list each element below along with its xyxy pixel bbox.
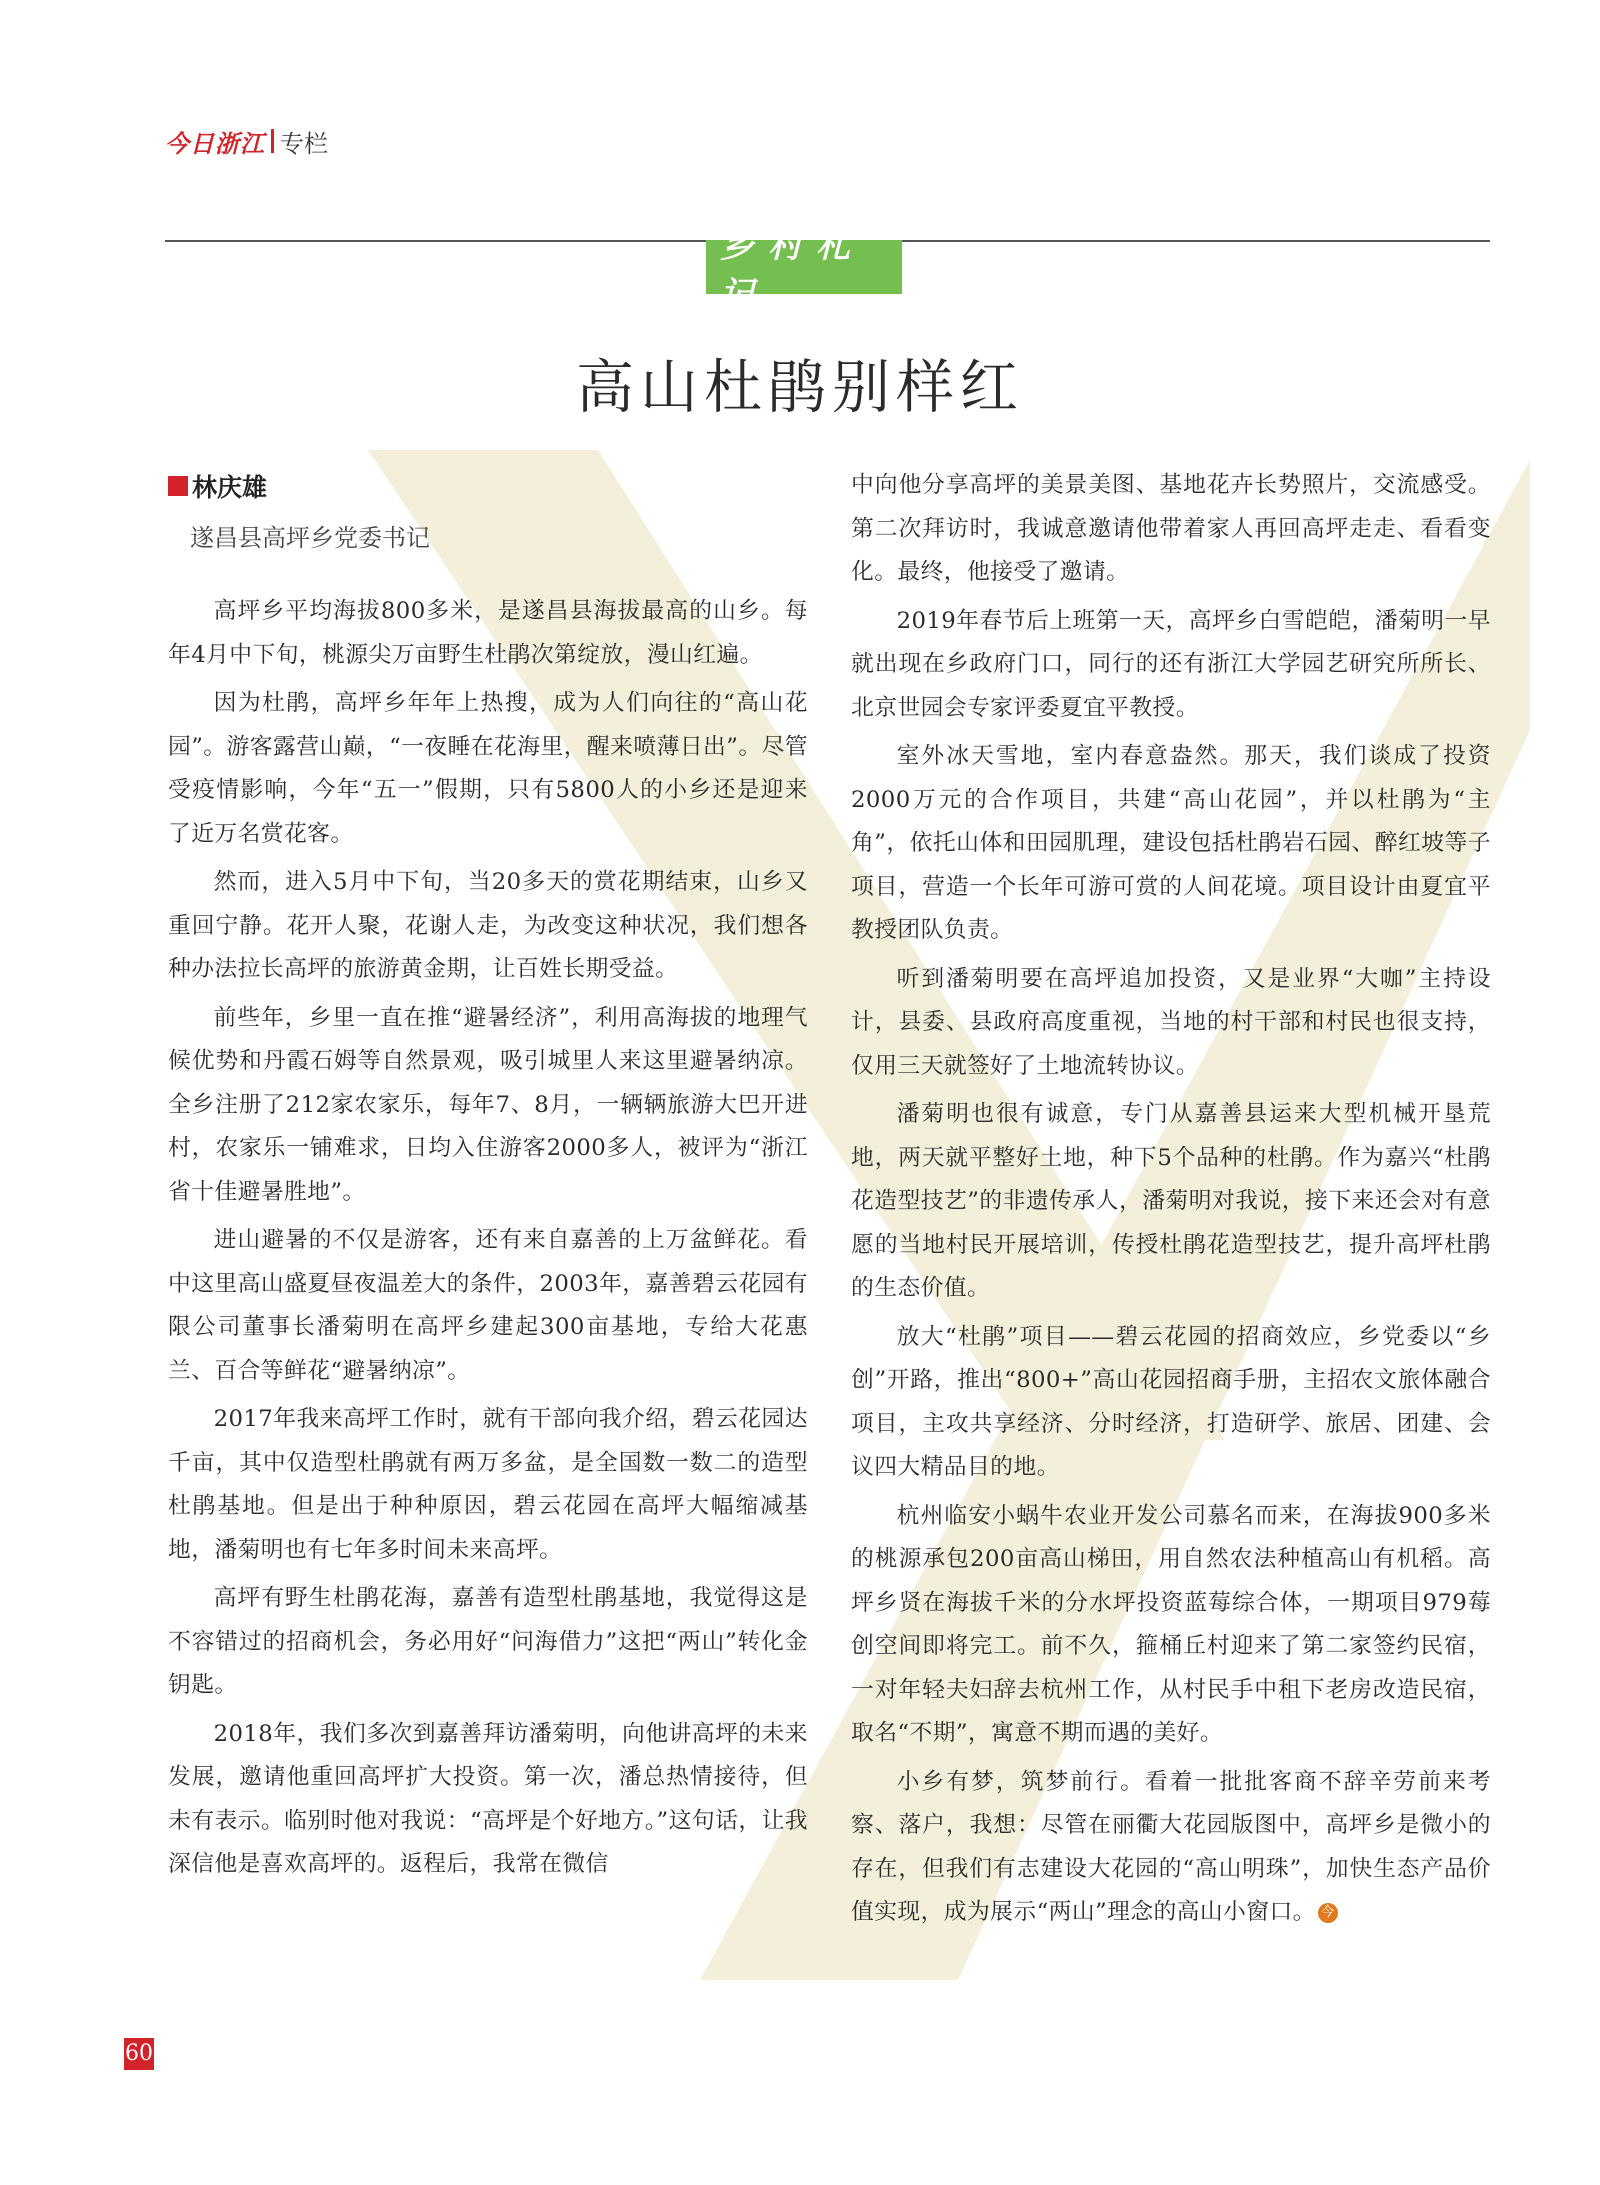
end-mark-icon: 今 — [1318, 1903, 1338, 1923]
paragraph: 高坪有野生杜鹃花海，嘉善有造型杜鹃基地，我觉得这是不容错过的招商机会，务必用好“问海借力”这把“两山”转化金钥匙。 — [168, 1585, 808, 1698]
paragraph: 2018年，我们多次到嘉善拜访潘菊明，向他讲高坪的未来发展，邀请他重回高坪扩大投资。第一次，潘总热情接待，但未有表示。临别时他对我说：“高坪是个好地方。”这句话，让我深信他是喜欢高坪的。返程后，我常在微信 — [168, 1720, 808, 1877]
paragraph: 放大“杜鹃”项目——碧云花园的招商效应，乡党委以“乡创”开路，推出“800+”高山花园招商手册，主招农文旅体融合项目，主攻共享经济、分时经济，打造研学、旅居、团建、会议四大精品目的地。 — [851, 1323, 1491, 1480]
section-label: 专栏 — [280, 129, 328, 158]
author-marker — [168, 476, 188, 496]
page-number: 60 — [124, 2038, 154, 2070]
masthead — [165, 124, 328, 158]
paragraph-final-text: 小乡有梦，筑梦前行。看着一批批客商不辞辛劳前来考察、落户，我想：尽管在丽衢大花园版图中，高坪乡是微小的存在，但我们有志建设大花园的“高山明珠”，加快生态产品价值实现，成为展示“两山”理念的高山小窗口。 — [851, 1768, 1491, 1925]
paragraph: 室外冰天雪地，室内春意盎然。那天，我们谈成了投资2000万元的合作项目，共建“高山花园”，并以杜鹃为“主角”，依托山体和田园肌理，建设包括杜鹃岩石园、醉红坡等子项目，营造一个长年可游可赏的人间花境。项目设计由夏宜平教授团队负责。 — [851, 743, 1491, 943]
paragraph-final — [851, 1761, 1491, 1935]
paragraph: 然而，进入5月中下旬，当20多天的赏花期结束，山乡又重回宁静。花开人聚，花谢人走，为改变这种状况，我们想各种办法拉长高坪的旅游黄金期，让百姓长期受益。 — [168, 869, 808, 982]
paragraph: 杭州临安小蜗牛农业开发公司慕名而来，在海拔900多米的桃源承包200亩高山梯田，用自然农法种植高山有机稻。高坪乡贤在海拔千米的分水坪投资蓝莓综合体，一期项目979莓创空间即将完工。前不久，箍桶丘村迎来了第二家签约民宿，一对年轻夫妇辞去杭州工作，从村民手中租下老房改造民宿，取名“不期”，寓意不期而遇的美好。 — [851, 1502, 1491, 1746]
column-right — [851, 464, 1491, 1940]
paragraph: 因为杜鹃，高坪乡年年上热搜，成为人们向往的“高山花园”。游客露营山巅，“一夜睡在花海里，醒来喷薄日出”。尽管受疫情影响，今年“五一”假期，只有5800人的小乡还是迎来了近万名赏花客。 — [168, 690, 808, 847]
article-title: 高山杜鹃别样红 — [575, 353, 1024, 421]
paragraph: 2017年我来高坪工作时，就有干部向我介绍，碧云花园达千亩，其中仅造型杜鹃就有两万多盆，是全国数一数二的造型杜鹃基地。但是出于种种原因，碧云花园在高坪大幅缩减基地，潘菊明也有七年多时间未来高坪。 — [168, 1406, 808, 1563]
paragraph: 2019年春节后上班第一天，高坪乡白雪皑皑，潘菊明一早就出现在乡政府门口，同行的还有浙江大学园艺研究所所长、北京世园会专家评委夏宜平教授。 — [851, 607, 1491, 721]
author-line — [168, 468, 430, 504]
paragraph: 听到潘菊明要在高坪追加投资，又是业界“大咖”主持设计，县委、县政府高度重视，当地的村干部和村民也很支持，仅用三天就签好了土地流转协议。 — [851, 965, 1491, 1079]
author-role: 遂昌县高坪乡党委书记 — [190, 524, 430, 552]
paragraph: 前些年，乡里一直在推“避暑经济”，利用高海拔的地理气候优势和丹霞石姆等自然景观，吸引城里人来这里避暑纳凉。全乡注册了212家农家乐，每年7、8月，一辆辆旅游大巴开进村，农家乐一铺难求，日均入住游客2000多人，被评为“浙江省十佳避暑胜地”。 — [168, 1004, 808, 1205]
column-tag-label: 乡村札记 — [720, 226, 864, 315]
byline — [168, 468, 430, 553]
masthead-divider — [271, 129, 274, 153]
paragraph: 进山避暑的不仅是游客，还有来自嘉善的上万盆鲜花。看中这里高山盛夏昼夜温差大的条件，2003年，嘉善碧云花园有限公司董事长潘菊明在高坪乡建起300亩基地，专给大花惠兰、百合等鲜花“避暑纳凉”。 — [168, 1227, 808, 1384]
paragraph-continuation: 中向他分享高坪的美景美图、基地花卉长势照片，交流感受。第二次拜访时，我诚意邀请他带着家人再回高坪走走、看看变化。最终，他接受了邀请。 — [851, 472, 1491, 585]
column-tag — [706, 226, 902, 315]
author-name: 林庆雄 — [192, 473, 268, 502]
paragraph: 高坪乡平均海拔800多米，是遂昌县海拔最高的山乡。每年4月中下旬，桃源尖万亩野生杜鹃次第绽放，漫山红遍。 — [168, 598, 808, 668]
brand-logo: 今日浙江 — [165, 128, 265, 158]
paragraph: 潘菊明也很有诚意，专门从嘉善县运来大型机械开垦荒地，两天就平整好土地，种下5个品种的杜鹃。作为嘉兴“杜鹃花造型技艺”的非遗传承人，潘菊明对我说，接下来还会对有意愿的当地村民开展培训，传授杜鹃花造型技艺，提升高坪杜鹃的生态价值。 — [851, 1101, 1491, 1301]
column-left — [168, 590, 808, 1892]
